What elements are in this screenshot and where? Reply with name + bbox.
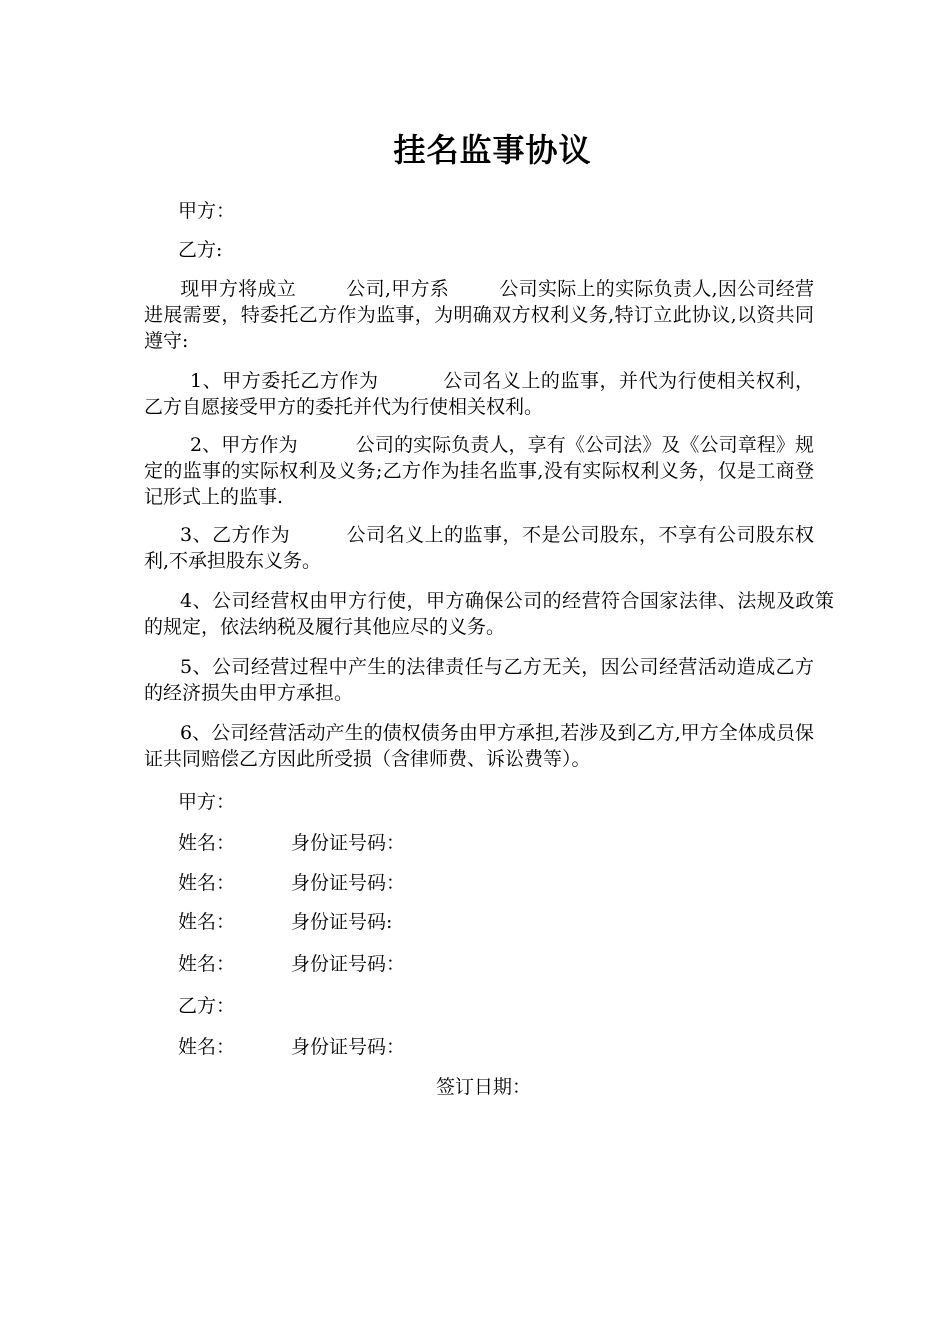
clause-1: [144, 368, 814, 420]
clause-6: [144, 720, 814, 772]
party-a-label: 甲方：: [178, 200, 236, 222]
clause-2-part2: 公司的实际负责人，享有《公司法》及《公司章程》规定的监事的实际权利及义务;乙方作为挂名监事,没有实际权利义务，仅是工商登记形式上的监事.: [144, 434, 814, 508]
signing-date-label: 签订日期：: [436, 1076, 532, 1098]
signature-row: [178, 870, 405, 896]
intro-part3: 公司实际上的实际负责人,因公司经营进展需要，特委托乙方作为监事，为明确双方权利义务,特订立此协议,以资共同遵守:: [144, 278, 814, 352]
clause-5: [144, 654, 814, 706]
id-number-label: 身份证号码：: [291, 953, 406, 975]
signature-row: [178, 951, 405, 977]
id-number-label: 身份证号码：: [291, 1036, 406, 1058]
clause-5-text: 5、公司经营过程中产生的法律责任与乙方无关，因公司经营活动造成乙方的经济损失由甲方承担。: [144, 656, 814, 704]
intro-part1: 现甲方将成立: [180, 278, 297, 300]
name-label: 姓名：: [178, 911, 236, 933]
clause-3: [144, 522, 814, 574]
id-number-label: 身份证号码:: [291, 911, 393, 933]
name-label: 姓名：: [178, 953, 236, 975]
id-number-label: 身份证号码：: [291, 832, 406, 854]
signature-row: [178, 1034, 405, 1060]
clause-2: [144, 432, 814, 510]
intro-paragraph: [144, 276, 814, 354]
clause-3-part2: 公司名义上的监事，不是公司股东，不享有公司股东权利,不承担股东义务。: [144, 524, 814, 572]
clause-6-text: 6、公司经营活动产生的债权债务由甲方承担,若涉及到乙方,甲方全体成员保证共同赔偿乙方因此所受损（含律师费、诉讼费等）。: [144, 722, 814, 770]
signature-row: [178, 909, 392, 935]
name-label: 姓名：: [178, 832, 236, 854]
id-number-label: 身份证号码：: [291, 872, 406, 894]
signature-party-a-label: 甲方：: [178, 791, 236, 813]
clause-1-part2: 公司名义上的监事，并代为行使相关权利，乙方自愿接受甲方的委托并代为行使相关权利。: [144, 370, 814, 418]
signature-row: [178, 830, 405, 856]
party-b-label: 乙方:: [178, 239, 223, 261]
clause-1-part1: 1、甲方委托乙方作为: [190, 370, 379, 392]
intro-part2: 公司,甲方系: [346, 278, 450, 300]
document-title: 挂名监事协议: [393, 131, 592, 169]
clause-4-text: 4、公司经营权由甲方行使，甲方确保公司的经营符合国家法律、法规及政策的规定，依法纳税及履行其他应尽的义务。: [144, 590, 834, 638]
clause-2-part1: 2、甲方作为: [190, 434, 298, 456]
name-label: 姓名：: [178, 1036, 236, 1058]
name-label: 姓名：: [178, 872, 236, 894]
clause-3-part1: 3、乙方作为: [180, 524, 291, 546]
signature-party-b-label: 乙方：: [178, 995, 236, 1017]
clause-4: [144, 588, 834, 640]
